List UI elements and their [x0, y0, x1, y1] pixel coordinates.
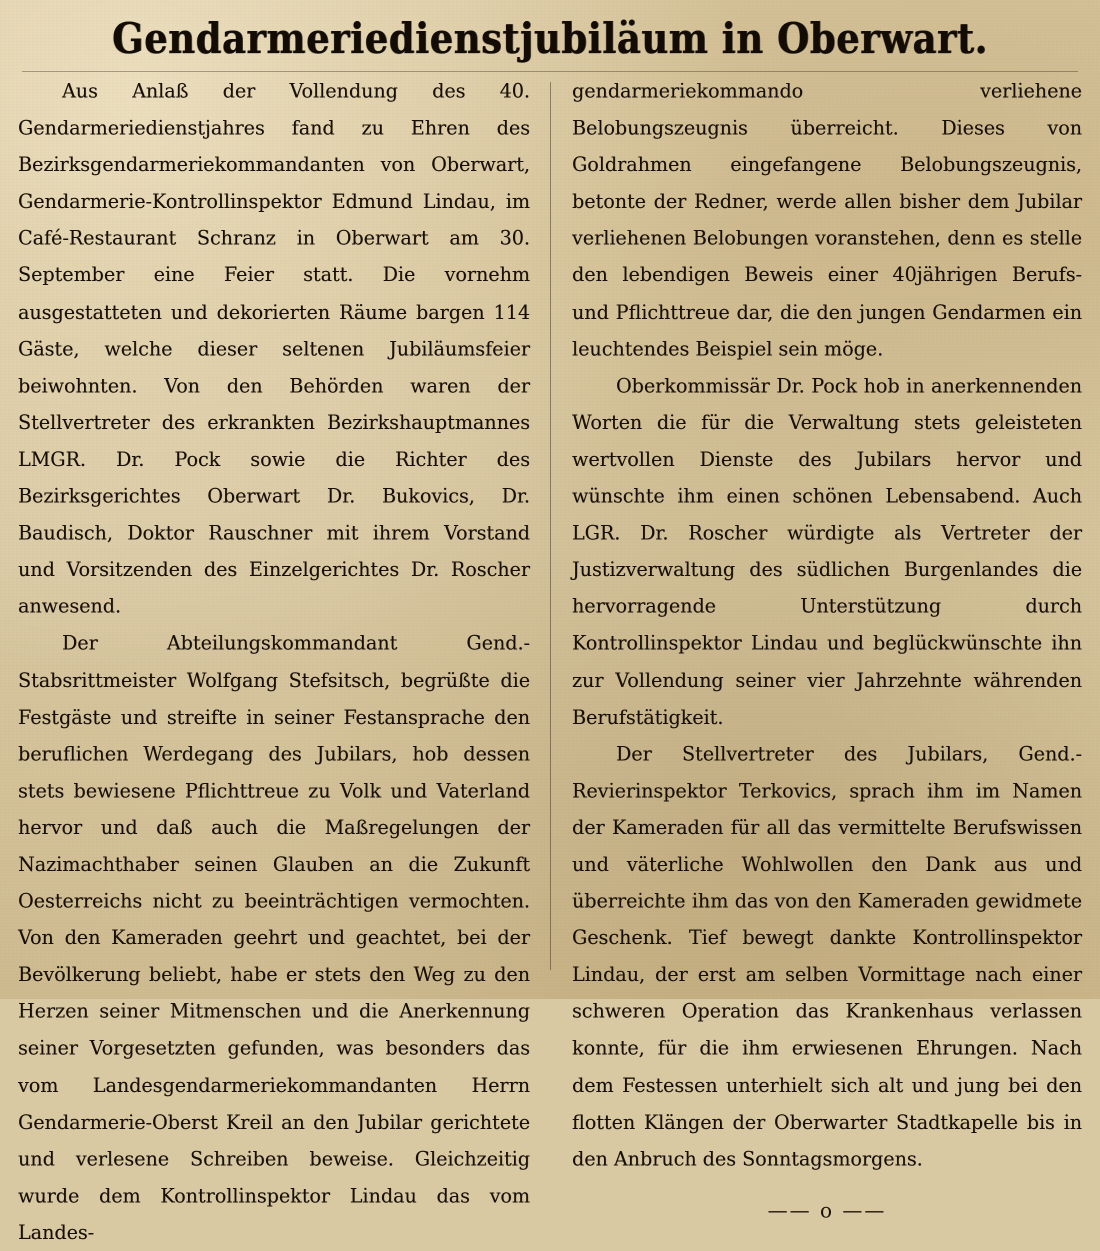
- paragraph: gendarmeriekommando verliehene Belobungszeugnis überreicht. Dieses von Goldrahmen eingefangene Belobungszeugnis, betonte der Redner, werde allen bisher dem Jubilar verliehenen Belobungen voranstehen, denn es stelle den lebendigen Beweis einer 40jährigen Berufs- und Pflichttreue dar, die den jungen Gendarmen ein leuchtendes Beispiel sein möge.: [572, 79, 1082, 361]
- header-divider: [22, 71, 1078, 72]
- paragraph: Der Stellvertreter des Jubilars, Gend.-Revierinspektor Terkovics, sprach ihm im Namen der Kameraden für all das vermittelte Berufswissen und väterliche Wohlwollen den Dank aus und überreichte ihm das von den Kameraden gewidmete Geschenk. Tief bewegt dankte Kontrollinspektor Lindau, der erst am selben Vormittage nach einer schweren Operation das Krankenhaus verlassen konnte, für die ihm erwiesenen Ehrungen. Nach dem Festessen unterhielt sich alt und jung bei den flotten Klängen der Oberwarter Stadtkapelle bis in den Anbruch des Sonntagsmorgens.: [572, 741, 1082, 1171]
- article-body: [18, 79, 1082, 1244]
- right-column: [550, 73, 1082, 1223]
- paragraph: Oberkommissär Dr. Pock hob in anerkennenden Worten die für die Verwaltung stets geleisteten wertvollen Dienste des Jubilars hervor und wünschte ihm einen schönen Lebensabend. Auch LGR. Dr. Roscher würdigte als Vertreter der Justizverwaltung des südlichen Burgenlandes die hervorragende Unterstützung durch Kontrollinspektor Lindau und beglückwünschte ihn zur Vollendung seiner vier Jahrzehnte währenden Berufstätigkeit.: [572, 373, 1082, 729]
- end-of-article-mark: —— o ——: [767, 1197, 887, 1223]
- paragraph: Aus Anlaß der Vollendung des 40. Gendarmeriedienstjahres fand zu Ehren des Bezirksgendarmeriekommandanten von Oberwart, Gendarmerie-Kontrollinspektor Edmund Lindau, im Café-Restaurant Schranz in Oberwart am 30. September eine Feier statt. Die vornehm ausgestatteten und dekorierten Räume bargen 114 Gäste, welche dieser seltenen Jubiläumsfeier beiwohnten. Von den Behörden waren der Stellvertreter des erkrankten Bezirkshauptmannes LMGR. Dr. Pock sowie die Richter des Bezirksgerichtes Oberwart Dr. Bukovics, Dr. Baudisch, Doktor Rauschner mit ihrem Vorstand und Vorsitzenden des Einzelgerichtes Dr. Roscher anwesend.: [18, 79, 530, 618]
- paragraph: Der Abteilungskommandant Gend.-Stabsrittmeister Wolfgang Stefsitsch, begrüßte die Festgäste und streifte in seiner Festansprache den beruflichen Werdegang des Jubilars, hob dessen stets bewiesene Pflichttreue zu Volk und Vaterland hervor und daß auch die Maßregelungen der Nazimachthaber seinen Glauben an die Zukunft Oesterreichs nicht zu beeinträchtigen vermochten. Von den Kameraden geehrt und geachtet, bei der Bevölkerung beliebt, habe er stets den Weg zu den Herzen seiner Mitmenschen und die Anerkennung seiner Vorgesetzten gefunden, was besonders das vom Landesgendarmeriekommandanten Herrn Gendarmerie-Oberst Kreil an den Jubilar gerichtete und verlesene Schreiben beweise. Gleichzeitig wurde dem Kontrollinspektor Lindau das vom Landes-: [18, 631, 530, 1244]
- page-title: Gendarmeriedienstjubiläum in Oberwart.: [112, 13, 988, 64]
- left-column: [18, 73, 550, 1244]
